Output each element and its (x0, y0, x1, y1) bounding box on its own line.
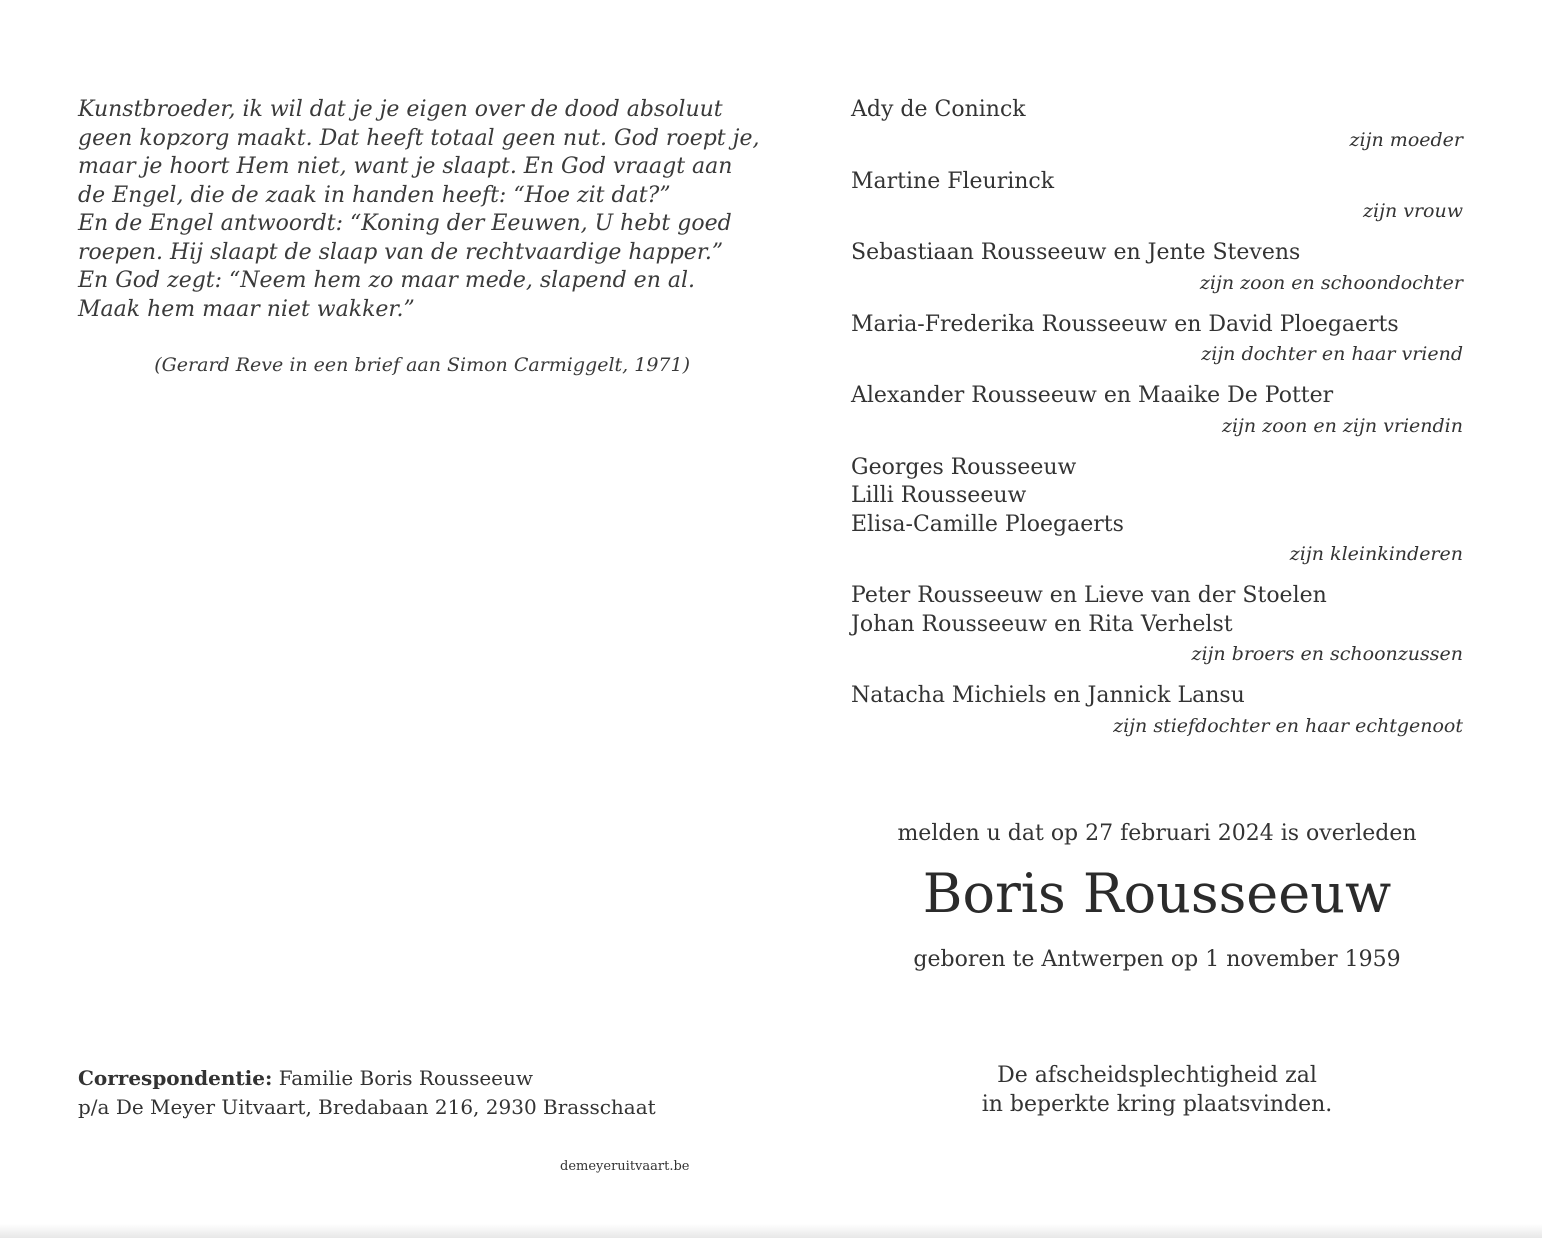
ceremony-line: in beperkte kring plaatsvinden. (981, 1091, 1333, 1117)
correspondence-block (78, 1064, 778, 1122)
family-member-name: Georges Rousseeuw (851, 454, 1077, 480)
announcement-intro: melden u dat op 27 februari 2024 is overleden (897, 821, 1417, 846)
family-member-name: Natacha Michiels en Jannick Lansu (851, 683, 1245, 708)
quote-line: maar je hoort Hem niet, want je slaapt. En God vraagt aan (78, 154, 733, 179)
family-relation: zijn zoon en schoondochter (1199, 271, 1463, 294)
family-relation: zijn moeder (1349, 128, 1463, 151)
quote-line: geen kopzorg maakt. Dat heeft totaal geen nut. God roept je, (78, 125, 760, 151)
family-member-name: Sebastiaan Rousseeuw en Jente Stevens (851, 240, 1301, 265)
quote-line: de Engel, die de zaak in handen heeft: “Hoe zit dat?” (78, 182, 671, 208)
family-group-son-sebastiaan (851, 239, 1463, 298)
correspondence-label: Correspondentie: (78, 1066, 273, 1090)
family-group-wife (851, 168, 1463, 227)
birth-info: geboren te Antwerpen op 1 november 1959 (913, 947, 1401, 972)
family-group-son-alexander (851, 382, 1463, 441)
family-relation: zijn broers en schoonzussen (1191, 643, 1463, 665)
ceremony-line: De afscheidsplechtigheid zal (997, 1063, 1317, 1088)
quote-line: roepen. Hij slaapt de slaap van de rechtvaardige happer.” (78, 239, 724, 265)
family-group-grandchildren (851, 454, 1463, 570)
family-member-name: Ady de Coninck (851, 97, 1026, 122)
correspondence-name: Familie Boris Rousseeuw (278, 1066, 534, 1090)
family-relation: zijn zoon en zijn vriendin (1221, 414, 1463, 437)
family-member-name: Alexander Rousseeuw en Maaike De Potter (851, 383, 1334, 408)
family-relation: zijn kleinkinderen (1289, 543, 1463, 565)
family-list (851, 96, 1463, 754)
family-group-mother (851, 96, 1463, 155)
family-member-name: Peter Rousseeuw en Lieve van der Stoelen (851, 583, 1327, 608)
deceased-name: Boris Rousseeuw (922, 862, 1392, 925)
page-bottom-shadow (0, 1224, 1542, 1238)
ceremony-notice (851, 1062, 1463, 1119)
quote-block (78, 96, 760, 324)
quote-source: (Gerard Reve in een brief aan Simon Carmiggelt, 1971) (154, 354, 690, 376)
quote-line: Maak hem maar niet wakker.” (78, 296, 415, 322)
correspondence-address: p/a De Meyer Uitvaart, Bredabaan 216, 2930 Brasschaat (78, 1095, 656, 1119)
family-group-daughter (851, 311, 1463, 370)
family-member-name: Elisa-Camille Ploegaerts (851, 511, 1124, 537)
website-link[interactable]: demeyeruitvaart.be (560, 1159, 690, 1174)
quote-line: En God zegt: “Neem hem zo maar mede, slapend en al. (78, 268, 696, 293)
quote-line: Kunstbroeder, ik wil dat je je eigen over de dood absoluut (78, 97, 723, 122)
family-relation: zijn stiefdochter en haar echtgenoot (1113, 714, 1463, 737)
family-group-brothers (851, 582, 1463, 669)
family-member-name: Lilli Rousseeuw (851, 483, 1027, 508)
correspondence-line (78, 1064, 778, 1093)
family-member-name: Martine Fleurinck (851, 168, 1055, 194)
family-relation: zijn vrouw (1362, 200, 1463, 222)
family-relation: zijn dochter en haar vriend (1201, 343, 1463, 365)
family-member-name: Maria-Frederika Rousseeuw en David Ploegaerts (851, 311, 1399, 337)
quote-line: En de Engel antwoordt: “Koning der Eeuwen, U hebt goed (78, 211, 732, 236)
family-member-name: Johan Rousseeuw en Rita Verhelst (851, 611, 1233, 637)
family-group-stepdaughter (851, 682, 1463, 741)
